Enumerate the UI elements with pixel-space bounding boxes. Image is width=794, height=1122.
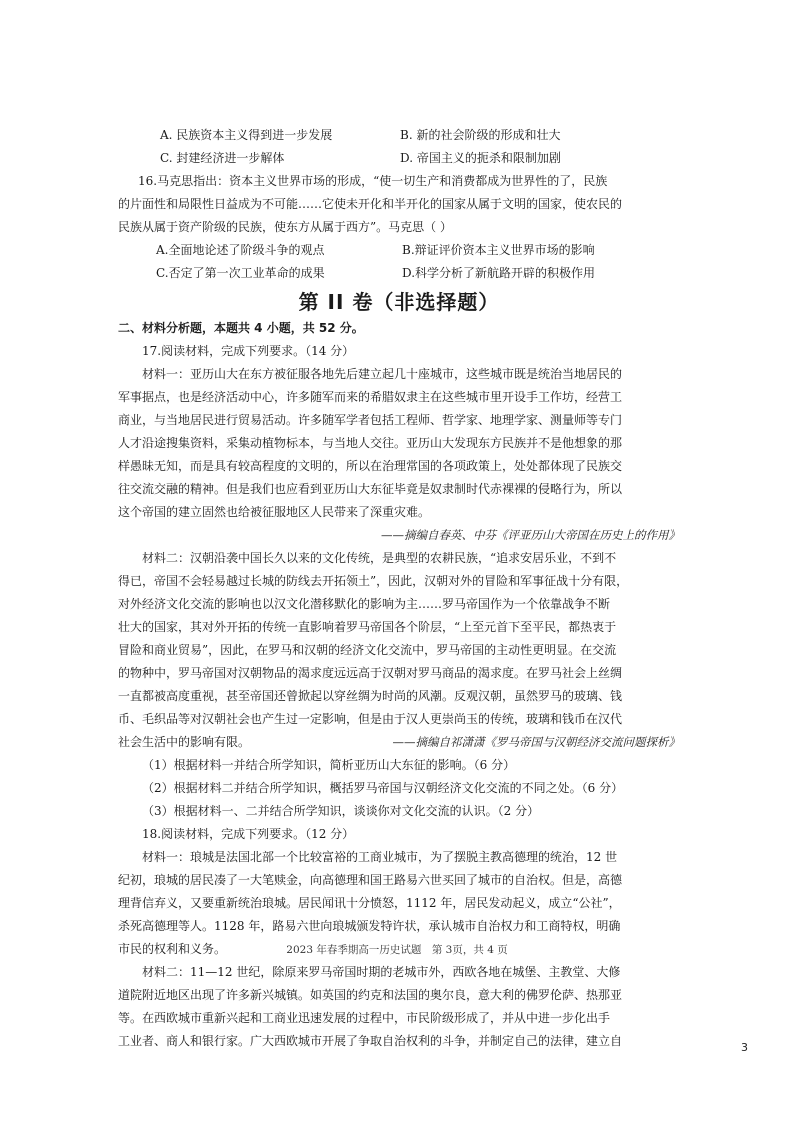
q17-question-3: （3）根据材料一、二并结合所学知识，谈谈你对文化交流的认识。（2 分）	[142, 804, 540, 818]
q17-m2-source: ——摘编自祁潇潇《罗马帝国与汉朝经济交流问题探析》	[392, 735, 680, 749]
q18-m2-line-3: 等。在西欧城市重新兴起和工商业迅速发展的过程中，市民阶级形成了，并从中进一步化出手	[118, 1011, 611, 1025]
q17-m2-line-6: 的物种中，罗马帝国对汉朝物品的渴求度远远高于汉朝对罗马商品的渴求度。在罗马社会上丝绸	[118, 666, 623, 680]
q15-option-c: C. 封建经济进一步解体	[160, 151, 285, 165]
q17-m2-line-5: 冒险和商业贸易”，因此，在罗马和汉朝的经济文化交流中，罗马帝国的主动性更明显。在交流	[118, 643, 617, 657]
q17-m1-line-6: 往交流交融的精神。但是我们也应看到亚历山大东征毕竟是奴隶制时代赤裸裸的侵略行为，所以	[118, 482, 623, 496]
q16-option-a: A.全面地论述了阶级斗争的观点	[156, 243, 325, 257]
page-content	[118, 124, 680, 1053]
q16-options-row-2	[118, 262, 680, 285]
q15-options-row-2	[118, 147, 680, 170]
q17-m1-line-1: 材料一：亚历山大在东方被征服各地先后建立起几十座城市，这些城市既是统治当地居民的	[142, 367, 623, 381]
q17-m1-line-4: 人才沿途搜集资料，采集动植物标本，与当地人交往。亚历山大发现东方民族并不是他想象的那	[118, 436, 623, 450]
q17-m1-line-2: 军事据点，也是经济活动中心，许多随军而来的希腊奴隶主在这些城市里开设手工作坊，经营工	[118, 390, 623, 404]
q18-m2-line-4: 工业者、商人和银行家。广大西欧城市开展了争取自治权利的斗争，并制定自己的法律，建立自	[118, 1034, 623, 1048]
q17-m2-line-7: 一直都被高度重视，甚至帝国还曾掀起以穿丝绸为时尚的风潮。反观汉朝，虽然罗马的玻璃、钱	[118, 689, 623, 703]
q15-option-b: B. 新的社会阶级的形成和壮大	[400, 128, 561, 142]
q15-option-d: D. 帝国主义的扼杀和限制加剧	[400, 151, 561, 165]
q16-option-b: B.辩证评价资本主义世界市场的影响	[402, 243, 595, 257]
section-subtitle: 二、材料分析题，本题共 4 小题，共 52 分。	[118, 321, 364, 335]
q17-m1-line-7: 这个帝国的建立固然也给被征服地区人民带来了深重灾难。	[118, 505, 431, 519]
q15-option-a: A. 民族资本主义得到进一步发展	[160, 128, 333, 142]
q16-option-d: D.科学分析了新航路开辟的积极作用	[402, 266, 596, 280]
q17-m2-line-2: 得已，帝国不会轻易越过长城的防线去开拓领土”，因此，汉朝对外的冒险和军事征战十分有限，	[118, 574, 629, 588]
page-footer: 2023 年春季期高一历史试题 第 3页，共 4 页	[286, 944, 508, 956]
q17-intro: 17.阅读材料，完成下列要求。（14 分）	[142, 344, 355, 358]
q15-options-row-1	[118, 124, 680, 147]
q16-stem-line-3: 民族从属于资产阶级的民族，使东方从属于西方”。马克思（ ）	[118, 220, 452, 234]
section-title: 第 II 卷（非选择题）	[298, 290, 500, 314]
q16-options-row-1	[118, 239, 680, 262]
q17-m1-line-3: 商业，与当地居民进行贸易活动。许多随军学者包括工程师、哲学家、地理学家、测量师等专门	[118, 413, 623, 427]
q18-m2-line-1: 材料二：11—12 世纪，除原来罗马帝国时期的老城市外，西欧各地在城堡、主教堂、大修	[142, 965, 621, 979]
q17-m1-source: ——摘编自春英、中芬《评亚历山大帝国在历史上的作用》	[381, 528, 680, 542]
page-number: 3	[741, 1041, 748, 1054]
q17-question-1: （1）根据材料一并结合所学知识，简析亚历山大东征的影响。（6 分）	[142, 758, 516, 772]
q17-m2-line-3: 对外经济文化交流的影响也以汉文化潜移默化的影响为主……罗马帝国作为一个依靠战争不断	[118, 597, 611, 611]
q17-m2-line-9: 社会生活中的影响有限。	[118, 735, 251, 749]
q17-m1-line-5: 样愚昧无知，而是具有较高程度的文明的，所以在治理常国的各项政策上，处处都体现了民族交	[118, 459, 623, 473]
q16-stem-line-2: 的片面性和局限性日益成为不可能……它使未开化和半开化的国家从属于文明的国家，使农民的	[118, 197, 623, 211]
q17-question-2: （2）根据材料二并结合所学知识，概括罗马帝国与汉朝经济文化交流的不同之处。（6 分）	[142, 781, 624, 795]
q17-m2-line-1: 材料二：汉朝沿袭中国长久以来的文化传统，是典型的农耕民族，“追求安居乐业，不到不	[142, 551, 617, 565]
q18-m1-line-3: 理背信弃义，又要重新统治琅城。居民闻讯十分愤怒，1112 年，居民发动起义，成立“公社”，	[118, 896, 621, 910]
q18-m1-line-5: 市民的权利和义务。	[118, 942, 227, 956]
q18-m1-line-4: 杀死高德理等人。1128 年，路易六世向琅城颁发特许状，承认城市自治权力和工商特权，明确	[118, 919, 621, 933]
q17-m2-last-line	[118, 731, 680, 754]
q16-option-c: C.否定了第一次工业革命的成果	[156, 266, 325, 280]
q16-stem-line-1: 16.马克思指出：资本主义世界市场的形成，“使一切生产和消费都成为世界性的了，民族	[138, 174, 608, 188]
q18-m1-line-1: 材料一：琅城是法国北部一个比较富裕的工商业城市，为了摆脱主教高德理的统治，12 世	[142, 850, 618, 864]
q17-m2-line-4: 壮大的国家，其对外开拓的传统一直影响着罗马帝国各个阶层，“上至元首下至平民，都热衷于	[118, 620, 617, 634]
q18-intro: 18.阅读材料，完成下列要求。（12 分）	[142, 827, 355, 841]
q18-m1-line-2: 纪初，琅城的居民凑了一大笔赎金，向高德理和国王路易六世买回了城市的自治权。但是，高德	[118, 873, 623, 887]
q18-m2-line-2: 道院附近地区出现了许多新兴城镇。如英国的约克和法国的奥尔良，意大利的佛罗伦萨、热那亚	[118, 988, 623, 1002]
q17-m2-line-8: 币、毛织品等对汉朝社会也产生过一定影响，但是由于汉人更崇尚玉的传统，玻璃和钱币在汉代	[118, 712, 623, 726]
